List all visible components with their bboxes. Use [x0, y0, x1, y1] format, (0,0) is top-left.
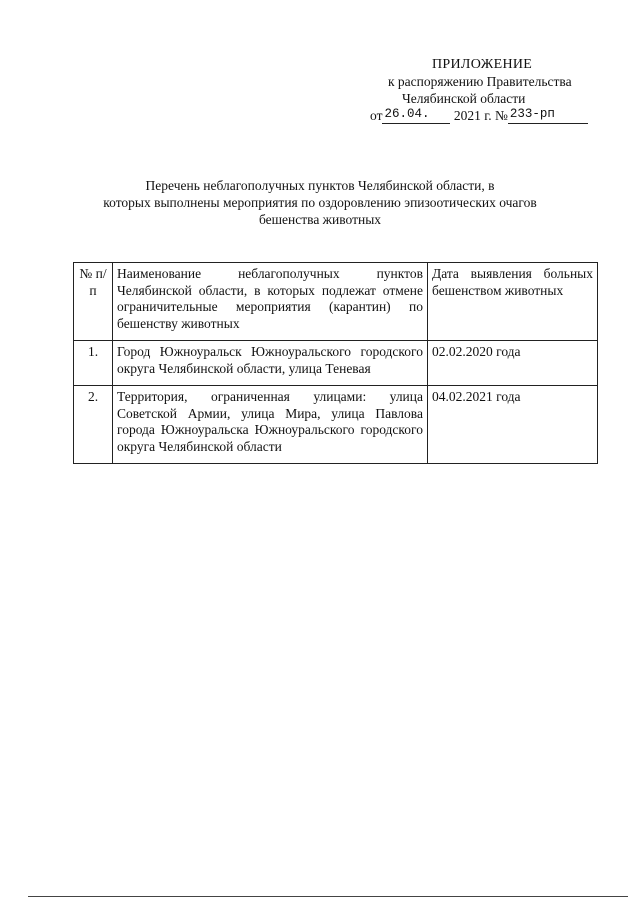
appendix-title: ПРИЛОЖЕНИЕ [432, 57, 533, 72]
table-header-row [74, 263, 598, 341]
header-name-cell: Наименование неблагополучных пунктов Челябинской области, в которых подлежат отмене ограничительные мероприятия (карантин) по бешенству животных [113, 263, 428, 341]
heading-line-3: бешенства животных [258, 212, 382, 227]
document-heading [60, 177, 580, 228]
header-date-cell: Дата выявления больных бешенством животных [428, 263, 598, 341]
row-no-cell: 1. [74, 341, 113, 386]
page-bottom-border [28, 896, 628, 897]
table-row [74, 341, 598, 386]
appendix-date-handwritten: 26.04. [382, 106, 450, 124]
table-row [74, 386, 598, 464]
row-date-cell: 04.02.2021 года [428, 386, 598, 464]
heading-line-2: которых выполнены мероприятия по оздоровлению эпизоотических очагов [103, 195, 537, 210]
appendix-region-line: Челябинской области [402, 91, 526, 106]
appendix-decree-line: к распоряжению Правительства [388, 74, 572, 89]
appendix-year-text: 2021 г. № [453, 108, 508, 123]
row-date-cell: 02.02.2020 года [428, 341, 598, 386]
appendix-date-number-line [360, 107, 600, 127]
header-no-cell: № п/п [74, 263, 113, 341]
row-name-cell: Город Южноуральск Южноуральского городского округа Челябинской области, улица Теневая [113, 341, 428, 386]
locations-table [73, 262, 598, 464]
heading-line-1: Перечень неблагополучных пунктов Челябинской области, в [145, 178, 495, 193]
row-name-cell: Территория, ограниченная улицами: улица Советской Армии, улица Мира, улица Павлова города Южноуральска Южноуральского городского округа Челябинской области [113, 386, 428, 464]
appendix-date-prefix: от [370, 108, 383, 123]
appendix-block [360, 56, 600, 127]
appendix-number-handwritten: 233-рп [508, 106, 588, 124]
row-no-cell: 2. [74, 386, 113, 464]
